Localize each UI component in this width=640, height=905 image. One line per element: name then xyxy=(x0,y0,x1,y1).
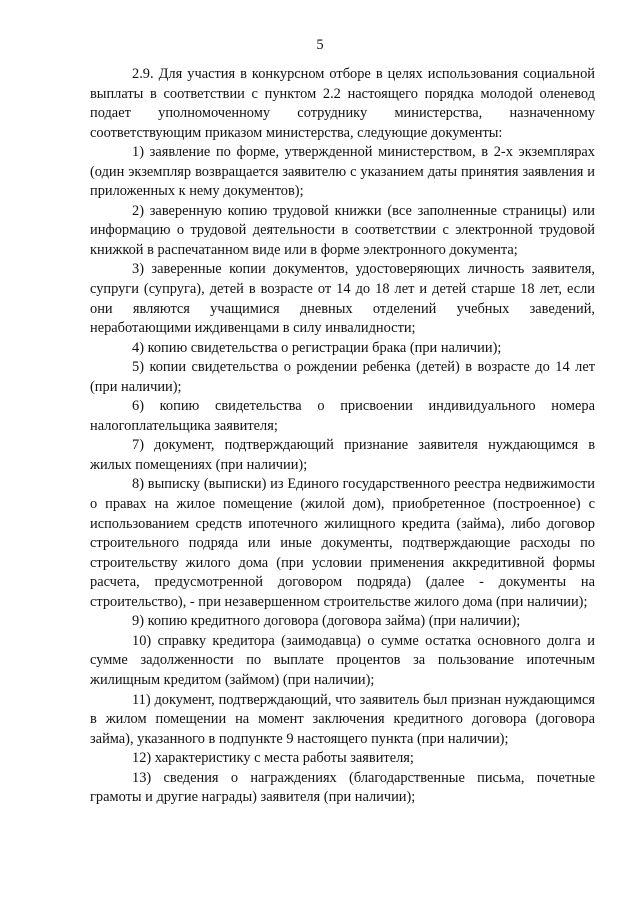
list-item-4: 4) копию свидетельства о регистрации брака (при наличии); xyxy=(132,339,502,356)
list-item-11: 11) документ, подтверждающий, что заявитель был признан нуждающимся в жилом помещении на момент заключения кредитного договора (договора займа), указанного в подпункте 9 настоящего пункта (при наличии); xyxy=(90,691,595,747)
list-item-10: 10) справку кредитора (заимодавца) о сумме остатка основного долга и сумме задолженности по выплате процентов за пользование ипотечным жилищным кредитом (займом) (при наличии); xyxy=(90,632,595,688)
list-item-1: 1) заявление по форме, утвержденной министерством, в 2-х экземплярах (один экземпляр возвращается заявителю с указанием даты принятия заявления и приложенных к нему документов); xyxy=(90,144,595,200)
document-body xyxy=(90,65,595,808)
list-item-2: 2) заверенную копию трудовой книжки (все заполненные страницы) или информацию о трудовой деятельности в соответствии с электронной трудовой книжкой в распечатанном виде или в форме электронного документа; xyxy=(90,202,595,258)
list-item-6: 6) копию свидетельства о присвоении индивидуального номера налогоплательщика заявителя; xyxy=(90,398,595,434)
list-item-7: 7) документ, подтверждающий признание заявителя нуждающимся в жилых помещениях (при наличии); xyxy=(90,437,595,473)
list-item-8: 8) выписку (выписки) из Единого государственного реестра недвижимости о правах на жилое помещение (жилой дом), приобретенное (построенное) с использованием средств ипотечного жилищного кредита (займа), либо договор строительного подряда или иные документы, подтверждающие расходы по строительству жилого дома (при условии применения аккредитивной формы расчета, предусмотренной договором подряда) (далее - документы на строительство), - при незавершенном строительстве жилого дома (при наличии); xyxy=(90,476,595,610)
list-item-13: 13) сведения о награждениях (благодарственные письма, почетные грамоты и другие награды) заявителя (при наличии); xyxy=(90,769,595,806)
list-item-12: 12) характеристику с места работы заявителя; xyxy=(132,750,414,767)
list-item-5: 5) копии свидетельства о рождении ребенка (детей) в возрасте до 14 лет (при наличии); xyxy=(90,359,595,395)
list-item-9: 9) копию кредитного договора (договора займа) (при наличии); xyxy=(132,613,521,630)
page-number: 5 xyxy=(316,37,324,53)
list-item-3: 3) заверенные копии документов, удостоверяющих личность заявителя, супруги (супруга), детей в возрасте от 14 до 18 лет и детей старше 18 лет, если они являются учащимися дневных отделений учебных заведений, неработающими иждивенцами в силу инвалидности; xyxy=(90,261,595,337)
paragraph-2-9: 2.9. Для участия в конкурсном отборе в целях использования социальной выплаты в соответствии с пунктом 2.2 настоящего порядка молодой оленевод подает уполномоченному сотруднику министерства, назначенному соответствующим приказом министерства, следующие документы: xyxy=(90,66,595,141)
